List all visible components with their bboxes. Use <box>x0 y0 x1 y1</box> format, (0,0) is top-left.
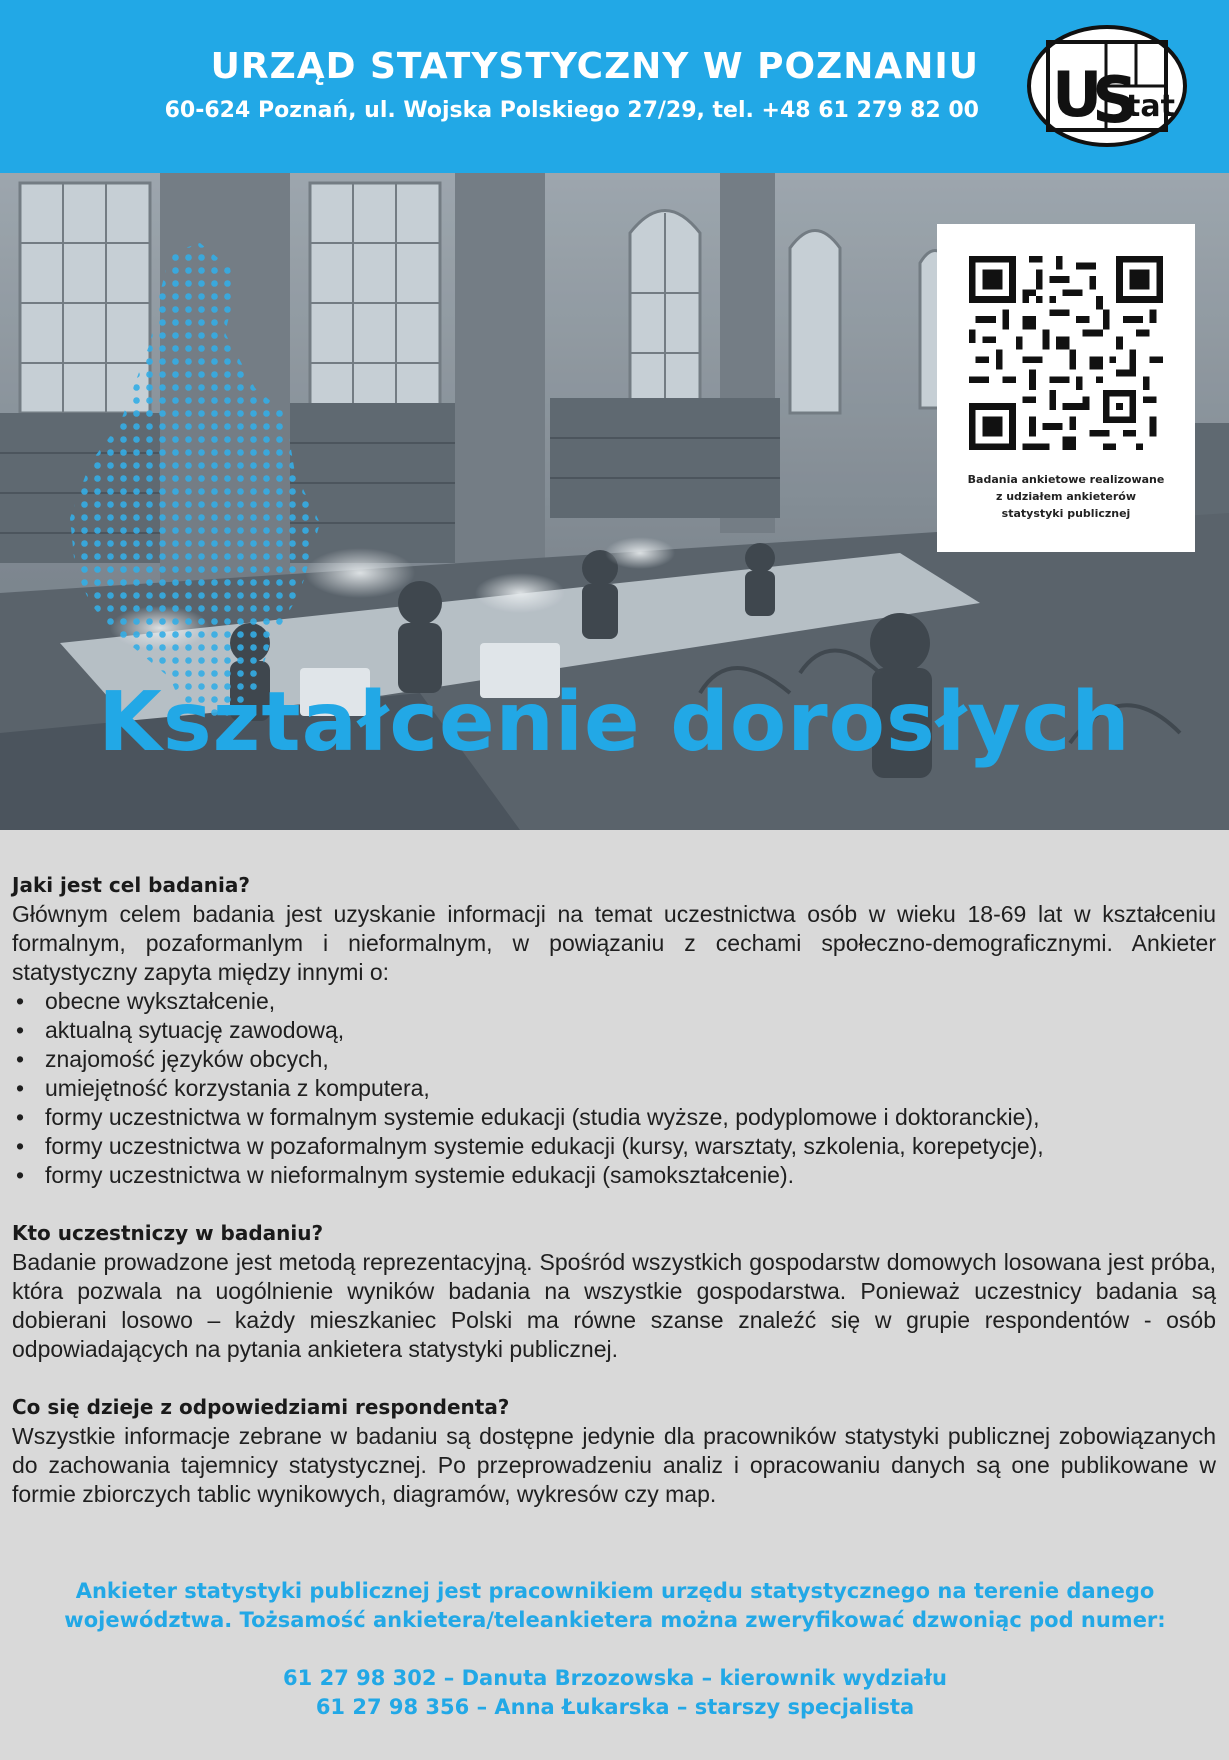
qr-code-icon <box>969 256 1163 450</box>
header-bar <box>0 0 1229 173</box>
list-item: • formy uczestnictwa w pozaformalnym systemie edukacji (kursy, warsztaty, szkolenia, korepetycje), <box>12 1132 1216 1161</box>
participants-text: Badanie prowadzone jest metodą reprezentacyjną. Spośród wszystkich gospodarstw domowych losowana jest próba, która pozwala na uogólnienie wyników badania na wszystkie gospodarstwa. Ponieważ uczestnicy badania są dobierani losowo – każdy mieszkaniec Polski ma równe szanse znaleźć się w grupie respondentów - osób odpowiadających na pytania ankietera statystyki publicznej. <box>12 1249 1216 1362</box>
survey-title: Kształcenie dorosłych <box>98 675 1131 770</box>
contact-line-2: 61 27 98 356 – Anna Łukarska – starszy specjalista <box>315 1695 915 1719</box>
list-item: • umiejętność korzystania z komputera, <box>12 1074 1216 1103</box>
content-body <box>12 870 1216 1509</box>
ustat-logo <box>1026 24 1188 148</box>
list-item: • znajomość języków obcych, <box>12 1045 1216 1074</box>
list-item: • formy uczestnictwa w formalnym systemie edukacji (studia wyższe, podyplomowe i doktoranckie), <box>12 1103 1216 1132</box>
goal-list <box>12 987 1216 1190</box>
svg-text:U: U <box>1052 58 1103 131</box>
svg-text:S: S <box>1092 64 1139 138</box>
office-title: URZĄD STATYSTYCZNY W POZNANIU <box>210 46 979 87</box>
list-item: • obecne wykształcenie, <box>12 987 1216 1016</box>
goal-text: Głównym celem badania jest uzyskanie informacji na temat uczestnictwa osób w wieku 18-69 lat w kształceniu formalnym, pozaformanlym i nieformalnym, w powiązaniu z cechami społeczno-demograficznymi. Ankieter statystyczny zapyta między innymi o: <box>12 901 1216 985</box>
qr-code-panel <box>937 224 1195 552</box>
footer-note-line1: Ankieter statystyki publicznej jest pracownikiem urzędu statystycznego na terenie danego <box>75 1579 1155 1603</box>
contact-line-1: 61 27 98 302 – Danuta Brzozowska – kierownik wydziału <box>283 1666 947 1690</box>
contact-footer <box>30 1577 1200 1722</box>
answers-heading: Co się dzieje z odpowiedziami respondenta? <box>12 1395 510 1419</box>
office-address: 60-624 Poznań, ul. Wojska Polskiego 27/29, tel. +48 61 279 82 00 <box>164 98 979 123</box>
svg-text:tat: tat <box>1126 89 1175 124</box>
footer-note-line2: województwa. Tożsamość ankietera/teleankietera można zweryfikować dzwoniąc pod numer: <box>64 1608 1166 1632</box>
list-item: • formy uczestnictwa w nieformalnym systemie edukacji (samokształcenie). <box>12 1161 1216 1190</box>
qr-caption: Badania ankietowe realizowane z udziałem ankieterów statystyki publicznej <box>967 473 1165 520</box>
participants-heading: Kto uczestniczy w badaniu? <box>12 1221 324 1245</box>
answers-text: Wszystkie informacje zebrane w badaniu są dostępne jedynie dla pracowników statystyki publicznej zobowiązanych do zachowania tajemnicy statystycznej. Po przeprowadzeniu analiz i opracowaniu danych są one publikowane w formie zbiorczych tablic wynikowych, diagramów, wykresów czy map. <box>12 1423 1216 1507</box>
list-item: • aktualną sytuację zawodową, <box>12 1016 1216 1045</box>
goal-heading: Jaki jest cel badania? <box>12 873 250 897</box>
